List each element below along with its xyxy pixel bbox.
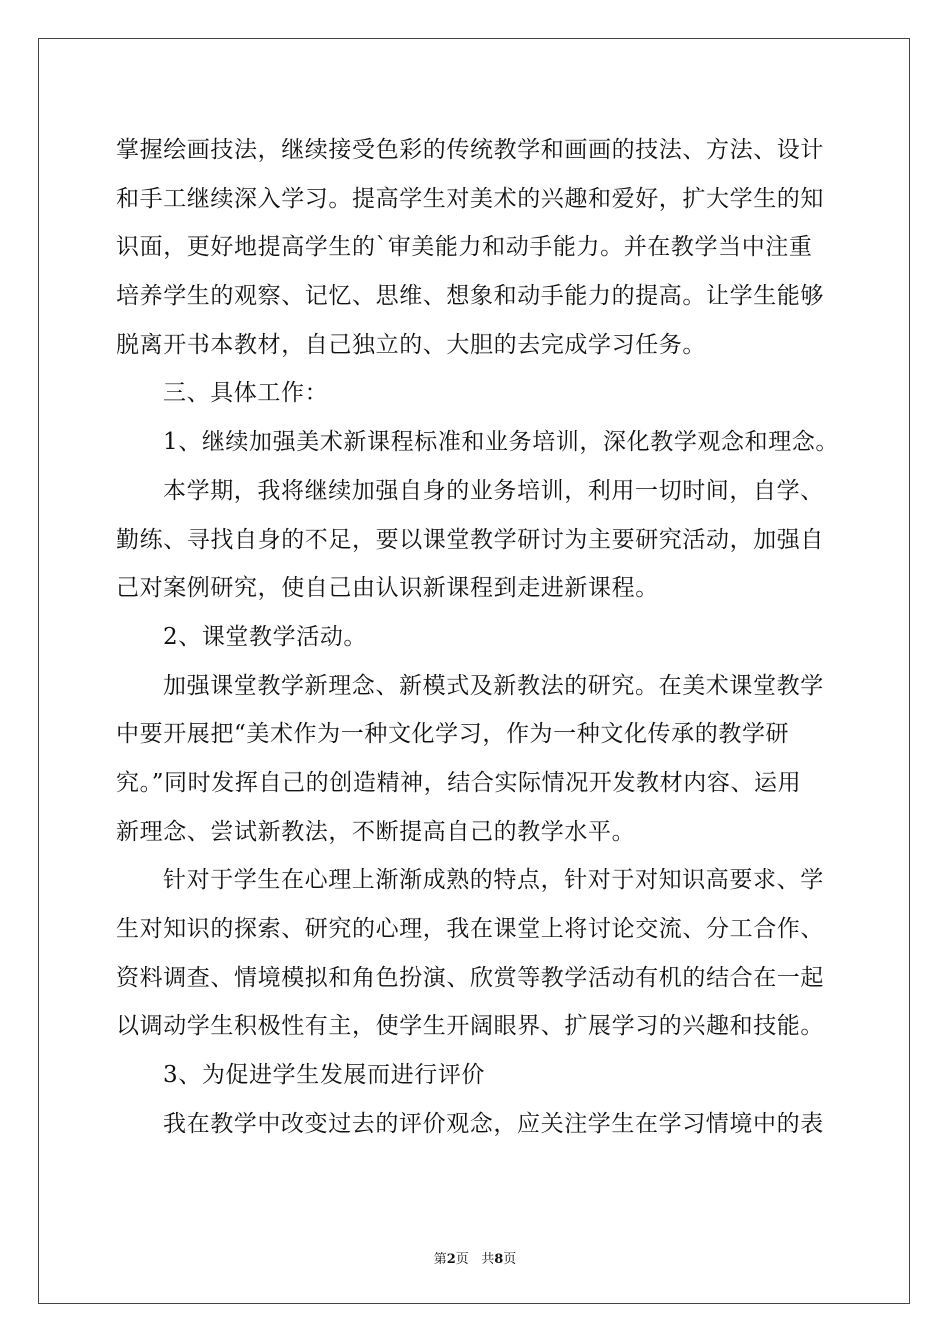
footer-prefix: 第 [433, 1252, 447, 1267]
page-number-footer [0, 1248, 950, 1267]
text-line: 掌握绘画技法，继续接受色彩的传统教学和画画的技法、方法、设计 [116, 137, 824, 163]
text-line: 资料调查、情境模拟和角色扮演、欣赏等教学活动有机的结合在一起 [116, 964, 824, 991]
text-line: 以调动学生积极性有主，使学生开阔眼界、扩展学习的兴趣和技能。 [116, 1013, 824, 1040]
text-line: 己对案例研究，使自己由认识新课程到走进新课程。 [116, 575, 659, 602]
text-line: 新理念、尝试新教法，不断提高自己的教学水平。 [116, 818, 636, 845]
text-line: 中要开展把“美术作为一种文化学习，作为一种文化传承的教学研 [116, 721, 790, 748]
section-heading: 三、具体工作： [163, 380, 329, 407]
subheading: 3、为促进学生发展而进行评价 [163, 1062, 486, 1089]
text-line: 针对于学生在心理上渐渐成熟的特点，针对于对知识高要求、学 [163, 867, 824, 894]
text-line: 加强课堂教学新理念、新模式及新教法的研究。在美术课堂教学 [163, 672, 824, 699]
text-line: 究。”同时发挥自己的创造精神，结合实际情况开发教材内容、运用 [116, 769, 802, 796]
text-line: 本学期，我将继续加强自身的业务培训，利用一切时间，自学、 [163, 477, 824, 504]
footer-total-prefix: 共 [481, 1252, 495, 1267]
total-page-number: 8 [494, 1252, 504, 1267]
document-body [116, 126, 840, 1148]
text-line: 和手工继续深入学习。提高学生对美术的兴趣和爱好，扩大学生的知 [116, 185, 824, 212]
text-line: 培养学生的观察、记忆、思维、想象和动手能力的提高。让学生能够 [116, 283, 824, 310]
footer-page-suffix: 页 [455, 1252, 469, 1267]
footer-total-suffix: 页 [503, 1252, 517, 1267]
text-line: 勤练、寻找自身的不足，要以课堂教学研讨为主要研究活动，加强自 [116, 526, 824, 553]
subheading: 2、课堂教学活动。 [163, 623, 368, 650]
subheading: 1、继续加强美术新课程标准和业务培训，深化教学观念和理念。 [163, 429, 840, 456]
current-page-number: 2 [446, 1252, 456, 1267]
text-line: 识面，更好地提高学生的`审美能力和动手能力。并在教学当中注重 [116, 234, 813, 261]
text-line: 我在教学中改变过去的评价观念，应关注学生在学习情境中的表 [163, 1110, 824, 1137]
text-line: 生对知识的探索、研究的心理，我在课堂上将讨论交流、分工合作、 [116, 916, 824, 942]
text-line: 脱离开书本教材，自己独立的、大胆的去完成学习任务。 [116, 331, 706, 358]
